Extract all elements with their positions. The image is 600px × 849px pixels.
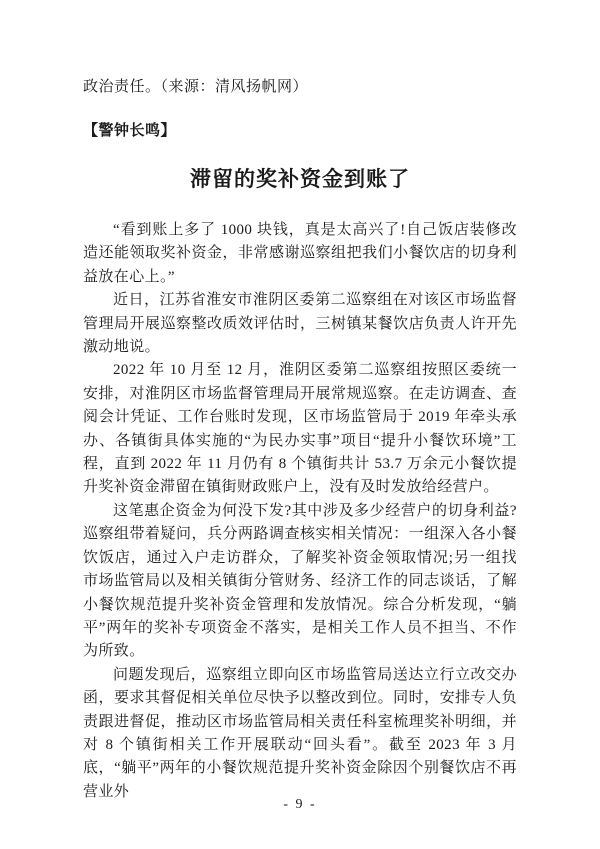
article-body [83,219,517,804]
page-number: - 9 - [283,797,317,812]
body-paragraph: 2022 年 10 月至 12 月，淮阴区委第二巡察组按照区委统一安排，对淮阴区市场监督管理局开展常规巡察。在走访调查、查阅会计凭证、工作台账时发现，区市场监管局于 2019 年牵头承办、各镇街具体实施的“为民办实事”项目“提升小餐饮环境”工程，直到 2022 年 11 月仍有 8 个镇街共计 53.7 万余元小餐饮提升奖补资金滞留在镇街财政账户上，没有及时发放给经营户。 [83,362,517,496]
lead-text: 政治责任。（来源：清风扬帆网） [83,79,309,95]
body-paragraph: “看到账上多了 1000 块钱，真是太高兴了!自己饭店装修改造还能领取奖补资金，非常感谢巡察组把我们小餐饮店的切身利益放在心上。” [83,222,517,285]
body-paragraph: 近日，江苏省淮安市淮阴区委第二巡察组在对该区市场监督管理局开展巡察整改质效评估时，三树镇某餐饮店负责人许开先激动地说。 [83,292,517,356]
article-title: 滞留的奖补资金到账了 [190,167,410,191]
section-header: 【警钟长鸣】 [83,123,177,139]
body-paragraph: 问题发现后，巡察组立即向区市场监管局送达立行立改交办函，要求其督促相关单位尽快予以整改到位。同时，安排专人负责跟进督促，推动区市场监管局相关责任科室梳理奖补明细，并对 8 个镇街相关工作开展联动“回头看”。截至 2023 年 3 月底，“躺平”两年的小餐饮规范提升奖补资金除因个别餐饮店不再营业外 [83,666,517,800]
body-paragraph: 这笔惠企资金为何没下发?其中涉及多少经营户的切身利益?巡察组带着疑问，兵分两路调查核实相关情况：一组深入各小餐饮饭店，通过入户走访群众，了解奖补资金领取情况;另一组找市场监管局以及相关镇街分管财务、经济工作的同志谈话，了解小餐饮规范提升奖补资金管理和发放情况。综合分析发现，“躺平”两年的奖补专项资金不落实，是相关工作人员不担当、不作为所致。 [83,502,517,660]
